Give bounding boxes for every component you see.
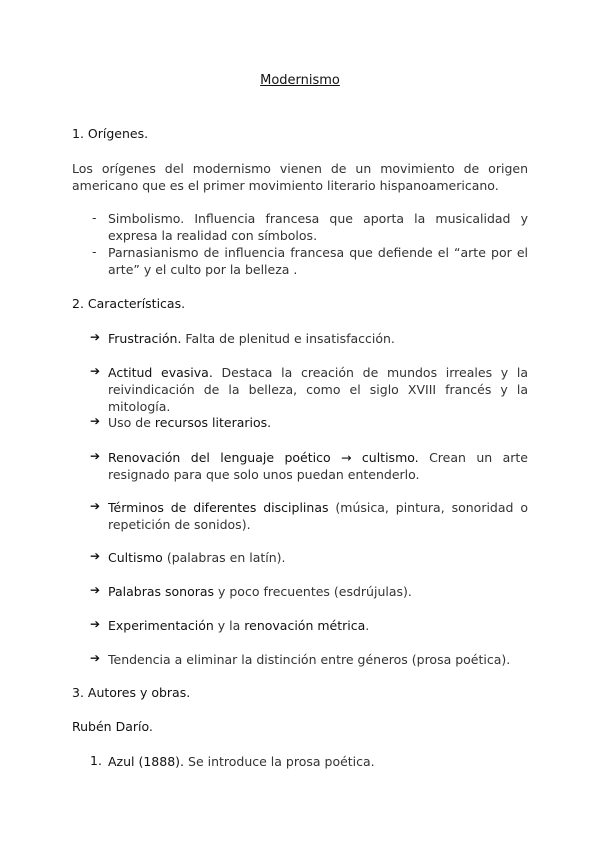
- bullet-parnasianismo: Parnasianismo de influencia francesa que defiende el “arte por el arte” y el culto por la belleza .: [108, 245, 528, 277]
- item-text: Crean un arte resignado para que solo unos puedan entenderlo.: [108, 450, 528, 482]
- section-heading-origenes: 1. Orígenes.: [72, 126, 149, 141]
- characteristic-item: [108, 364, 528, 415]
- arrow-bullet-icon: ➔: [90, 330, 101, 344]
- arrow-bullet-icon: ➔: [90, 549, 101, 563]
- characteristic-item: [108, 651, 528, 668]
- item-keyword: Actitud evasiva.: [108, 365, 213, 380]
- arrow-bullet-icon: ➔: [90, 499, 101, 513]
- work-item: [108, 753, 528, 770]
- characteristic-item: [108, 449, 528, 483]
- item-text: (palabras en latín).: [162, 550, 286, 565]
- characteristic-item: [108, 617, 528, 634]
- item-keyword: recursos literarios.: [154, 415, 272, 430]
- item-text: Tendencia a eliminar la distinción entre géneros (prosa poética).: [108, 652, 511, 667]
- item-keyword: Frustración.: [108, 331, 182, 346]
- item-text: Destaca la creación de mundos irreales y la reivindicación de la belleza, como el siglo XVIII francés y la mitología.: [108, 365, 529, 414]
- list-number: 1.: [90, 753, 102, 768]
- work-description: Se introduce la prosa poética.: [184, 754, 375, 769]
- characteristic-item: [108, 583, 528, 600]
- item-keyword: renovación métrica: [244, 618, 366, 633]
- item-keyword: Términos de diferentes disciplinas: [108, 500, 329, 515]
- item-text: (música, pintura, sonoridad o repetición de sonidos).: [108, 500, 529, 532]
- item-keyword: Cultismo: [108, 550, 163, 565]
- document-title: Modernismo: [260, 73, 340, 88]
- bullet-dash: -: [92, 210, 97, 225]
- item-text: y poco frecuentes (esdrújulas).: [214, 584, 412, 599]
- item-text: Falta de plenitud e insatisfacción.: [181, 331, 395, 346]
- characteristic-item: [108, 549, 528, 566]
- arrow-bullet-icon: ➔: [90, 583, 101, 597]
- work-title: Azul (1888).: [108, 754, 185, 769]
- arrow-bullet-icon: ➔: [90, 449, 101, 463]
- origins-paragraph: Los orígenes del modernismo vienen de un movimiento de origen americano que es el primer movimiento literario hispanoamericano.: [72, 161, 528, 193]
- characteristic-item: [108, 330, 528, 347]
- item-keyword: Experimentación: [108, 618, 214, 633]
- bullet-dash: -: [92, 244, 97, 259]
- item-keyword: Renovación del lenguaje poético → cultismo.: [108, 450, 419, 465]
- item-text: y la: [213, 618, 245, 633]
- section-heading-caracteristicas: 2. Características.: [72, 296, 186, 311]
- bullet-simbolismo: Simbolismo. Influencia francesa que aporta la musicalidad y expresa la realidad con símbolos.: [108, 211, 528, 243]
- item-text: .: [365, 618, 370, 633]
- section-heading-autores: 3. Autores y obras.: [72, 685, 191, 700]
- characteristic-item: [108, 414, 528, 431]
- arrow-bullet-icon: ➔: [90, 364, 101, 378]
- arrow-bullet-icon: ➔: [90, 414, 101, 428]
- item-text: Uso de: [108, 415, 155, 430]
- item-keyword: Palabras sonoras: [108, 584, 215, 599]
- author-name: Rubén Darío.: [72, 719, 153, 734]
- arrow-bullet-icon: ➔: [90, 651, 101, 665]
- characteristic-item: [108, 499, 528, 533]
- arrow-bullet-icon: ➔: [90, 617, 101, 631]
